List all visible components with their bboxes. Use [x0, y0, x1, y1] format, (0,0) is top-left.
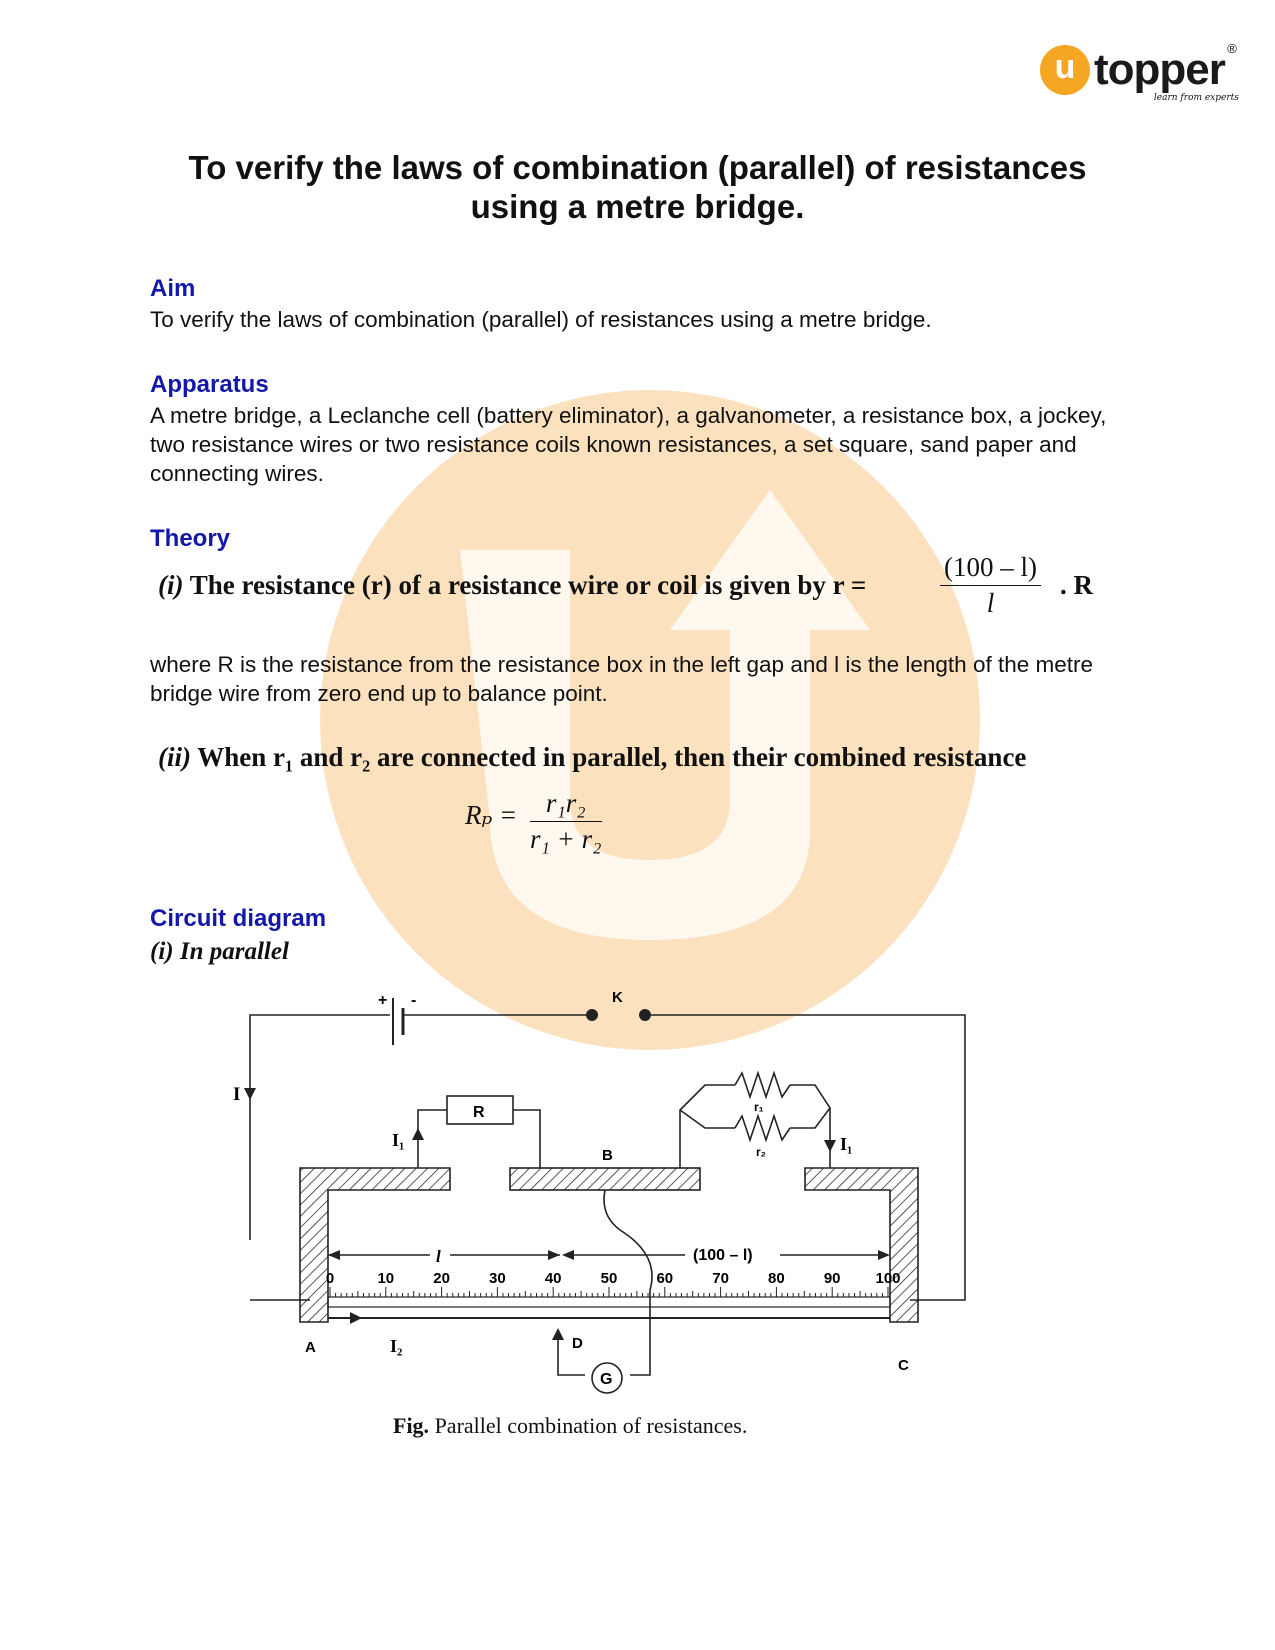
current-i1-right-arrow: [824, 1140, 836, 1152]
battery-minus: -: [411, 992, 417, 1009]
scale-tick-label: 60: [656, 1270, 674, 1287]
current-i1-left-label: I₁: [392, 1130, 405, 1150]
apparatus-heading: Apparatus: [150, 371, 269, 398]
formula-2-lhs: Rₚ =: [465, 800, 518, 830]
brand-logo: [1040, 41, 1239, 103]
scale-tick-label: 0: [325, 1270, 335, 1287]
scale-tick-label: 70: [712, 1270, 729, 1287]
scale-tick-label: 50: [600, 1270, 618, 1287]
current-i2-label: I₂: [390, 1336, 403, 1356]
r2-label: r₂: [756, 1145, 767, 1159]
aim-heading: Aim: [150, 275, 196, 302]
page-title: To verify the laws of combination (parallel) of resistances using a metre bridge.: [188, 149, 1087, 225]
galvanometer-label: G: [600, 1371, 613, 1388]
scale-tick-label: 20: [433, 1270, 450, 1287]
point-c-label: C: [898, 1357, 909, 1374]
length-100-minus-l-label: (100 – l): [693, 1247, 753, 1264]
formula-1-suffix: . R: [1060, 570, 1093, 600]
r1-label: r₁: [754, 1100, 764, 1114]
aim-body: To verify the laws of combination (parallel) of resistances using a metre bridge.: [150, 307, 932, 332]
theory-line-1: (i) The resistance (r) of a resistance wire or coil is given by r =: [158, 570, 867, 600]
strip-middle: [510, 1168, 700, 1190]
metre-scale: [328, 1297, 890, 1307]
current-i1-left-arrow: [412, 1128, 424, 1140]
point-d-label: D: [572, 1335, 583, 1352]
formula-1-fraction: $\frac{(100 - l)}{l}$: [940, 552, 1041, 619]
current-i-arrow: [244, 1088, 256, 1100]
theory-where-text: where R is the resistance from the resistance box in the left gap and l is the length of the metre bridge wire from zero end up to balance point.: [150, 652, 1094, 706]
length-l-label: l: [436, 1247, 441, 1266]
strip-right: [805, 1168, 918, 1322]
scale-tick-label: 30: [489, 1270, 506, 1287]
scale-tick-marks: [330, 1287, 888, 1297]
registered-mark: ®: [1227, 41, 1237, 56]
resistor-r2: [735, 1116, 790, 1140]
point-a-label: A: [305, 1339, 316, 1356]
scale-labels: [326, 1270, 901, 1287]
scale-tick-label: 80: [768, 1270, 785, 1287]
scale-tick-label: 10: [377, 1270, 395, 1287]
figure-caption: Fig. Parallel combination of resistances.: [393, 1413, 748, 1438]
apparatus-body: A metre bridge, a Leclanche cell (battery eliminator), a galvanometer, a resistance box, a jockey, two resistance wires or two resistance coils known resistances, a set square, sand paper and connecting wires.: [150, 403, 1107, 486]
formula-2-fraction: $\frac{\text{r₁r₂}}{\text{r₁ + r₂}}$: [530, 788, 602, 854]
key-label: K: [612, 989, 623, 1006]
brand-tagline: learn from experts: [1153, 93, 1239, 103]
resistor-r1: [735, 1073, 790, 1097]
point-b-label: B: [602, 1147, 613, 1164]
current-i2-arrow: [350, 1312, 362, 1324]
current-i-label: I: [233, 1084, 241, 1105]
circuit-subheading: (i) In parallel: [150, 938, 289, 965]
scale-tick-label: 40: [544, 1270, 562, 1287]
key-contact-left: [586, 1009, 598, 1021]
brand-name: topper: [1094, 45, 1225, 94]
scale-tick-label: 100: [875, 1270, 901, 1287]
resistance-box-label: R: [473, 1104, 485, 1121]
battery-plus: +: [378, 992, 388, 1009]
scale-tick-label: 90: [823, 1270, 841, 1287]
jockey-arrow: [552, 1328, 564, 1340]
logo-mark-icon: u: [1040, 45, 1090, 95]
strip-left: [300, 1168, 450, 1322]
theory-heading: Theory: [150, 525, 231, 552]
circuit-diagram: [0, 980, 1275, 1400]
current-i1-right-label: I₁: [840, 1134, 853, 1154]
circuit-heading: Circuit diagram: [150, 905, 327, 932]
theory-line-2: (ii) When r₁ and r₂ are connected in parallel, then their combined resistance: [158, 742, 1027, 772]
